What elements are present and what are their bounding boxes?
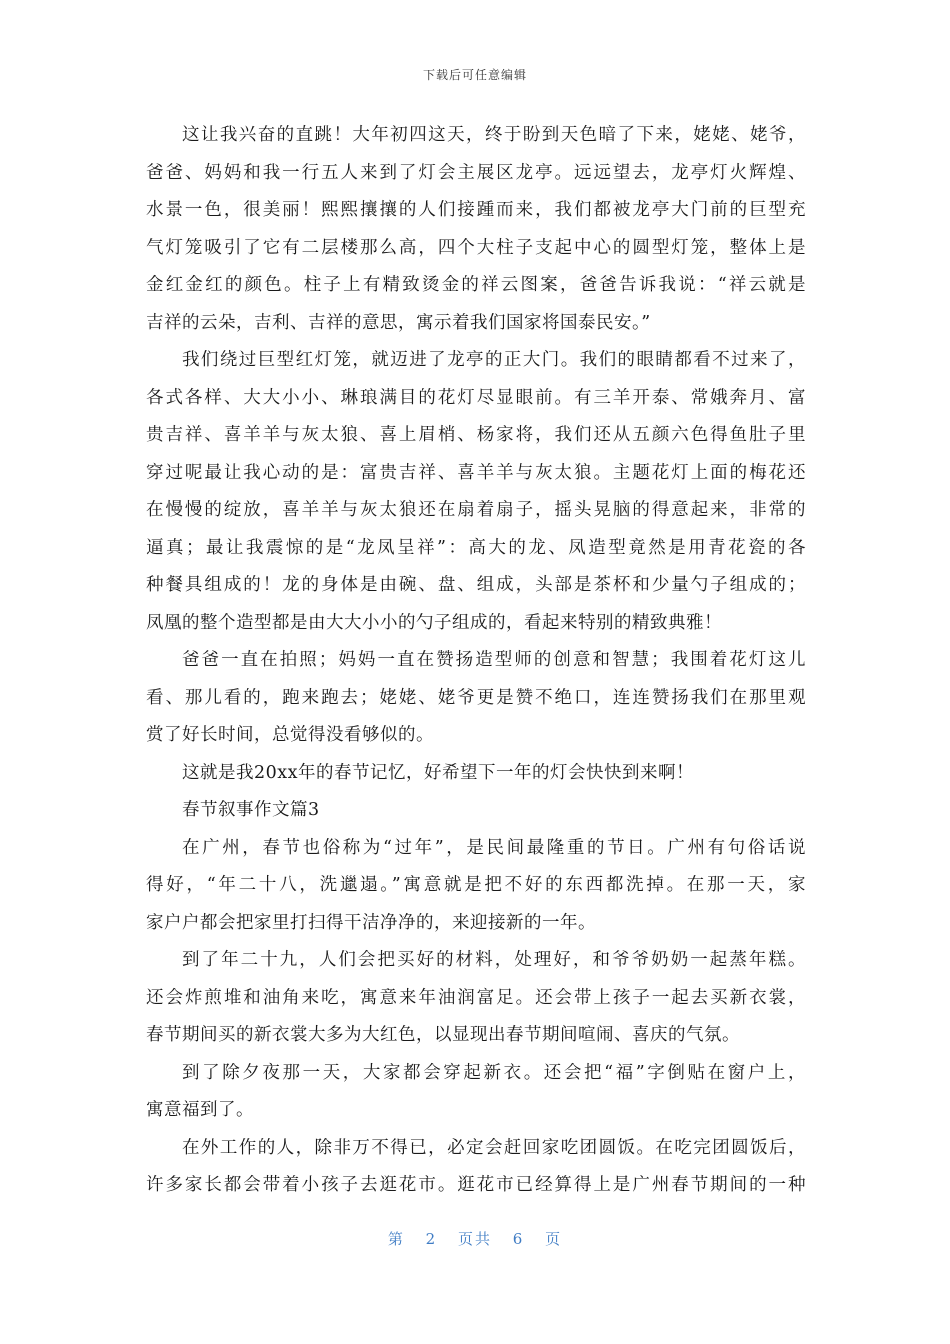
paragraph xyxy=(146,117,806,342)
text-line: 种餐具组成的！龙的身体是由碗、盘、组成，头部是茶杯和少量勺子组成的； xyxy=(146,575,806,595)
text-line: 这就是我20xx年的春节记忆，好希望下一年的灯会快快到来啊！ xyxy=(182,762,695,783)
text-line: 金红金红的颜色。柱子上有精致烫金的祥云图案，爸爸告诉我说：“祥云就是 xyxy=(146,275,806,295)
document-body xyxy=(146,117,806,1205)
text-line: 水景一色，很美丽！熙熙攘攘的人们接踵而来，我们都被龙亭大门前的巨型充 xyxy=(146,200,806,220)
text-line: 得好，“年二十八，洗邋遢。”寓意就是把不好的东西都洗掉。在那一天，家 xyxy=(146,875,806,895)
text-line: 家户户都会把家里打扫得干洁净净的，来迎接新的一年。 xyxy=(146,912,596,933)
text-line: 到了除夕夜那一天，大家都会穿起新衣。还会把“福”字倒贴在窗户上， xyxy=(182,1062,806,1083)
paragraph xyxy=(146,755,806,793)
text-line: 看、那儿看的，跑来跑去；姥姥、姥爷更是赞不绝口，连连赞扬我们在那里观 xyxy=(146,687,806,708)
text-line: 在广州，春节也俗称为“过年”，是民间最隆重的节日。广州有句俗话说 xyxy=(182,837,806,858)
text-line: 到了年二十九，人们会把买好的材料，处理好，和爷爷奶奶一起蒸年糕。 xyxy=(182,950,806,970)
paragraph xyxy=(146,642,806,755)
text-line: 我们绕过巨型红灯笼，就迈进了龙亭的正大门。我们的眼睛都看不过来了， xyxy=(182,350,806,370)
text-line: 春节叙事作文篇3 xyxy=(182,800,320,820)
paragraph xyxy=(146,1130,806,1205)
paragraph xyxy=(146,1055,806,1130)
text-line: 在外工作的人，除非万不得已，必定会赶回家吃团圆饭。在吃完团圆饭后， xyxy=(182,1137,806,1158)
page-footer: 第 2 页共 6 页 xyxy=(387,1230,563,1248)
text-line: 在慢慢的绽放，喜羊羊与灰太狼还在扇着扇子，摇头晃脑的得意起来，非常的 xyxy=(146,500,806,520)
text-line: 还会炸煎堆和油角来吃，寓意来年油润富足。还会带上孩子一起去买新衣裳， xyxy=(146,987,806,1008)
text-line: 春节期间买的新衣裳大多为大红色，以显现出春节期间喧闹、喜庆的气氛。 xyxy=(146,1025,740,1045)
text-line: 气灯笼吸引了它有二层楼那么高，四个大柱子支起中心的圆型灯笼，整体上是 xyxy=(146,237,806,258)
paragraph xyxy=(146,792,806,830)
text-line: 各式各样、大大小小、琳琅满目的花灯尽显眼前。有三羊开泰、常娥奔月、富 xyxy=(146,387,806,408)
text-line: 贵吉祥、喜羊羊与灰太狼、喜上眉梢、杨家将，我们还从五颜六色得鱼肚子里 xyxy=(146,425,806,445)
paragraph xyxy=(146,342,806,642)
text-line: 许多家长都会带着小孩子去逛花市。逛花市已经算得上是广州春节期间的一种 xyxy=(146,1175,806,1195)
text-line: 逼真；最让我震惊的是“龙凤呈祥”：高大的龙、凤造型竟然是用青花瓷的各 xyxy=(146,537,806,558)
text-line: 寓意福到了。 xyxy=(146,1100,254,1120)
page-header: 下载后可任意编辑 xyxy=(422,68,527,82)
text-line: 凤凰的整个造型都是由大大小小的勺子组成的，看起来特别的精致典雅！ xyxy=(146,612,722,633)
text-line: 穿过呢最让我心动的是：富贵吉祥、喜羊羊与灰太狼。主题花灯上面的梅花还 xyxy=(146,462,806,483)
paragraph xyxy=(146,942,806,1055)
paragraph xyxy=(146,830,806,943)
text-line: 赏了好长时间，总觉得没看够似的。 xyxy=(146,725,434,745)
text-line: 爸爸一直在拍照；妈妈一直在赞扬造型师的创意和智慧；我围着花灯这儿 xyxy=(182,650,806,670)
text-line: 爸爸、妈妈和我一行五人来到了灯会主展区龙亭。远远望去，龙亭灯火辉煌、 xyxy=(146,162,806,183)
text-line: 这让我兴奋的直跳！大年初四这天，终于盼到天色暗了下来，姥姥、姥爷， xyxy=(182,125,806,145)
text-line: 吉祥的云朵，吉利、吉祥的意思，寓示着我们国家将国泰民安。” xyxy=(146,312,651,333)
